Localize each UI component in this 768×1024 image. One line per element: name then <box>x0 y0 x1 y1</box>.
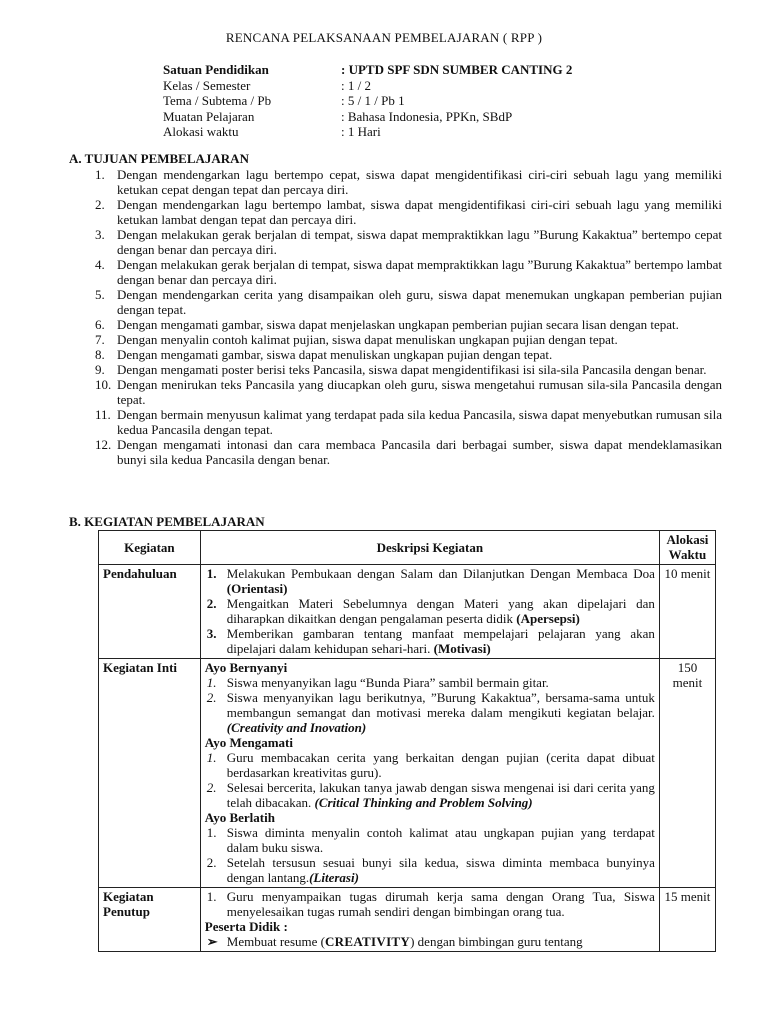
activity-item <box>205 675 655 690</box>
phase-label: Pendahuluan <box>99 565 201 659</box>
activity-number: 1. <box>206 825 217 840</box>
activity-text: Memberikan gambaran tentang manfaat mempelajari pelajaran yang akan dipelajari dalam kehidupan sehari-hari. <box>226 626 655 656</box>
activity-number: 2. <box>206 596 217 611</box>
phase-duration: 15 menit <box>659 888 715 952</box>
group-title-ayo-berlatih: Ayo Berlatih <box>204 810 275 825</box>
info-value: : 1 / 2 <box>341 77 371 93</box>
objective-item <box>95 437 722 467</box>
objective-number: 12. <box>95 437 112 452</box>
activity-number: 2. <box>206 780 217 795</box>
activity-number: 1. <box>206 675 217 690</box>
objective-item <box>95 317 722 332</box>
activity-text: Siswa diminta menyalin contoh kalimat atau ungkapan pujian yang terdapat dalam buku siswa. <box>226 825 655 855</box>
activity-text: Membuat resume ( <box>226 934 325 949</box>
activity-text: Guru membacakan cerita yang berkaitan dengan pujian (cerita dapat dibuat berdasarkan kreativitas guru). <box>226 750 655 780</box>
objective-text: Dengan mengamati poster berisi teks Pancasila, siswa dapat mengidentifikasi isi sila-sila Pancasila dengan benar. <box>117 362 707 377</box>
activity-item <box>205 780 655 810</box>
objective-text: Dengan menyalin contoh kalimat pujian, siswa dapat menuliskan ungkapan pujian dengan tepat. <box>117 332 618 347</box>
objective-text: Dengan melakukan gerak berjalan di tempat, siswa dapat mempraktikkan lagu ”Burung Kakaktua” bertempo cepat dengan benar dan percaya diri. <box>117 227 722 257</box>
section-b-heading: B. KEGIATAN PEMBELAJARAN <box>69 514 265 529</box>
objective-number: 9. <box>95 362 105 377</box>
objective-text: Dengan bermain menyusun kalimat yang terdapat pada sila kedua Pancasila, siswa dapat menyebutkan rumusan sila kedua Pancasila dengan tepat. <box>117 407 722 437</box>
activity-tag: (Apersepsi) <box>516 611 580 626</box>
activity-text: Selesai bercerita, lakukan tanya jawab dengan siswa mengenai isi dari cerita yang telah dibacakan. <box>226 780 655 810</box>
activity-tag: (Orientasi) <box>226 581 288 596</box>
info-value: : Bahasa Indonesia, PPKn, SBdP <box>341 108 513 124</box>
activity-number: 2. <box>206 690 217 705</box>
info-key: Alokasi waktu <box>163 124 239 139</box>
activity-text: Guru menyampaikan tugas dirumah kerja sama dengan Orang Tua, Siswa menyelesaikan tugas rumah sendiri dengan bimbingan orang tua. <box>226 889 655 919</box>
objective-text: Dengan melakukan gerak berjalan di tempat, siswa dapat mempraktikkan lagu ”Burung Kakaktua” bertempo lambat dengan benar dan percaya diri. <box>117 257 723 287</box>
table-row-penutup <box>99 888 716 952</box>
activity-item <box>205 934 655 949</box>
activity-item <box>205 750 655 780</box>
objective-item <box>95 362 722 377</box>
objective-text: Dengan mendengarkan lagu bertempo lambat, siswa dapat mengidentifikasi ciri-ciri sebuah lagu yang memiliki ketukan lambat dengan tepat dan percaya diri. <box>117 197 722 227</box>
objective-text: Dengan mengamati gambar, siswa dapat menuliskan ungkapan pujian dengan tepat. <box>117 347 553 362</box>
section-a-heading: A. TUJUAN PEMBELAJARAN <box>69 151 249 166</box>
table-row-pendahuluan <box>99 565 716 659</box>
objective-item <box>95 167 722 197</box>
group-title-ayo-mengamati: Ayo Mengamati <box>204 735 293 750</box>
table-header-row <box>99 531 716 565</box>
arrow-bullet-icon: ➢ <box>206 934 218 949</box>
objective-item <box>95 257 722 287</box>
info-value: : UPTD SPF SDN SUMBER CANTING 2 <box>341 62 573 77</box>
header-deskripsi: Deskripsi Kegiatan <box>200 531 659 565</box>
info-key: Kelas / Semester <box>163 77 251 93</box>
activity-text: Setelah tersusun sesuai bunyi sila kedua, siswa diminta membaca bunyinya dengan lantang. <box>226 855 655 885</box>
activity-item <box>205 596 655 626</box>
info-value: : 1 Hari <box>341 124 381 139</box>
objective-text: Dengan menirukan teks Pancasila yang diucapkan oleh guru, siswa mengetahui rumusan sila-sila Pancasila dengan tepat. <box>117 377 722 407</box>
objective-number: 1. <box>95 167 105 182</box>
objective-item <box>95 377 722 407</box>
objective-number: 7. <box>95 332 105 347</box>
objective-item <box>95 227 722 257</box>
activity-text: ) dengan bimbingan guru tentang <box>410 934 583 949</box>
info-value: : 5 / 1 / Pb 1 <box>341 93 405 108</box>
phase-description <box>200 888 659 952</box>
phase-description <box>200 659 659 888</box>
objective-number: 5. <box>95 287 105 302</box>
objective-number: 6. <box>95 317 105 332</box>
activity-emphasis: CREATIVITY <box>324 934 411 949</box>
activity-tag: (Motivasi) <box>433 641 491 656</box>
table-row-inti <box>99 659 716 888</box>
activity-item <box>205 566 655 596</box>
group-title-peserta-didik: Peserta Didik : <box>204 919 288 934</box>
phase-duration: 150 menit <box>659 659 715 888</box>
objective-text: Dengan mendengarkan lagu bertempo cepat, siswa dapat mengidentifikasi ciri-ciri sebuah lagu yang memiliki ketukan cepat dengan tepat dan percaya diri. <box>117 167 722 197</box>
objective-item <box>95 332 722 347</box>
phase-duration: 10 menit <box>659 565 715 659</box>
objectives-list <box>95 167 722 467</box>
activity-item <box>205 690 655 735</box>
objective-text: Dengan mendengarkan cerita yang disampaikan oleh guru, siswa dapat menemukan ungkapan pemberian pujian dengan tepat. <box>117 287 722 317</box>
activity-number: 2. <box>206 855 217 870</box>
activity-text: Siswa menyanyikan lagu “Bunda Piara” sambil bermain gitar. <box>226 675 549 690</box>
activity-item <box>205 889 655 919</box>
objective-number: 2. <box>95 197 105 212</box>
header-alokasi-waktu: Alokasi Waktu <box>659 531 715 565</box>
activity-tag: (Literasi) <box>309 870 359 885</box>
activity-text: Siswa menyanyikan lagu berikutnya, ”Burung Kakaktua”, bersama-sama untuk membangun semangat dan motivasi mereka dalam mengikuti kegiatan belajar. <box>226 690 655 720</box>
activity-text: Mengaitkan Materi Sebelumnya dengan Materi yang akan dipelajari dan diharapkan dikaitkan dengan pengalaman peserta didik <box>226 596 655 626</box>
objective-item <box>95 407 722 437</box>
document-title: RENCANA PELAKSANAAN PEMBELAJARAN ( RPP ) <box>225 30 543 45</box>
objective-number: 4. <box>95 257 105 272</box>
activity-tag: (Critical Thinking and Problem Solving) <box>314 795 533 810</box>
objective-number: 11. <box>95 407 111 422</box>
objective-item <box>95 287 722 317</box>
activity-item <box>205 626 655 656</box>
header-kegiatan: Kegiatan <box>99 531 201 565</box>
objective-number: 3. <box>95 227 105 242</box>
activity-tag: (Creativity and Inovation) <box>226 720 367 735</box>
phase-label: Kegiatan Inti <box>99 659 201 888</box>
activity-text: Melakukan Pembukaan dengan Salam dan Dilanjutkan Dengan Membaca Doa <box>226 566 655 581</box>
activity-item <box>205 825 655 855</box>
activity-number: 1. <box>206 889 217 904</box>
group-title-ayo-bernyanyi: Ayo Bernyanyi <box>204 660 288 675</box>
activity-number: 1. <box>206 750 217 765</box>
phase-label: Kegiatan Penutup <box>99 888 201 952</box>
activity-item <box>205 855 655 885</box>
kegiatan-table <box>98 530 716 952</box>
objective-text: Dengan mengamati intonasi dan cara membaca Pancasila dari berbagai sumber, siswa dapat mendeklamasikan bunyi sila kedua Pancasila dengan benar. <box>117 437 722 467</box>
objective-number: 10. <box>95 377 112 392</box>
objective-item <box>95 197 722 227</box>
info-key: Muatan Pelajaran <box>163 108 255 124</box>
objective-text: Dengan mengamati gambar, siswa dapat menjelaskan ungkapan pemberian pujian secara lisan dengan tepat. <box>117 317 679 332</box>
activity-number: 1. <box>206 566 217 581</box>
objective-number: 8. <box>95 347 105 362</box>
objective-item <box>95 347 722 362</box>
activity-number: 3. <box>206 626 217 641</box>
phase-description <box>200 565 659 659</box>
info-key: Satuan Pendidikan <box>163 62 269 77</box>
info-key: Tema / Subtema / Pb <box>163 93 272 108</box>
